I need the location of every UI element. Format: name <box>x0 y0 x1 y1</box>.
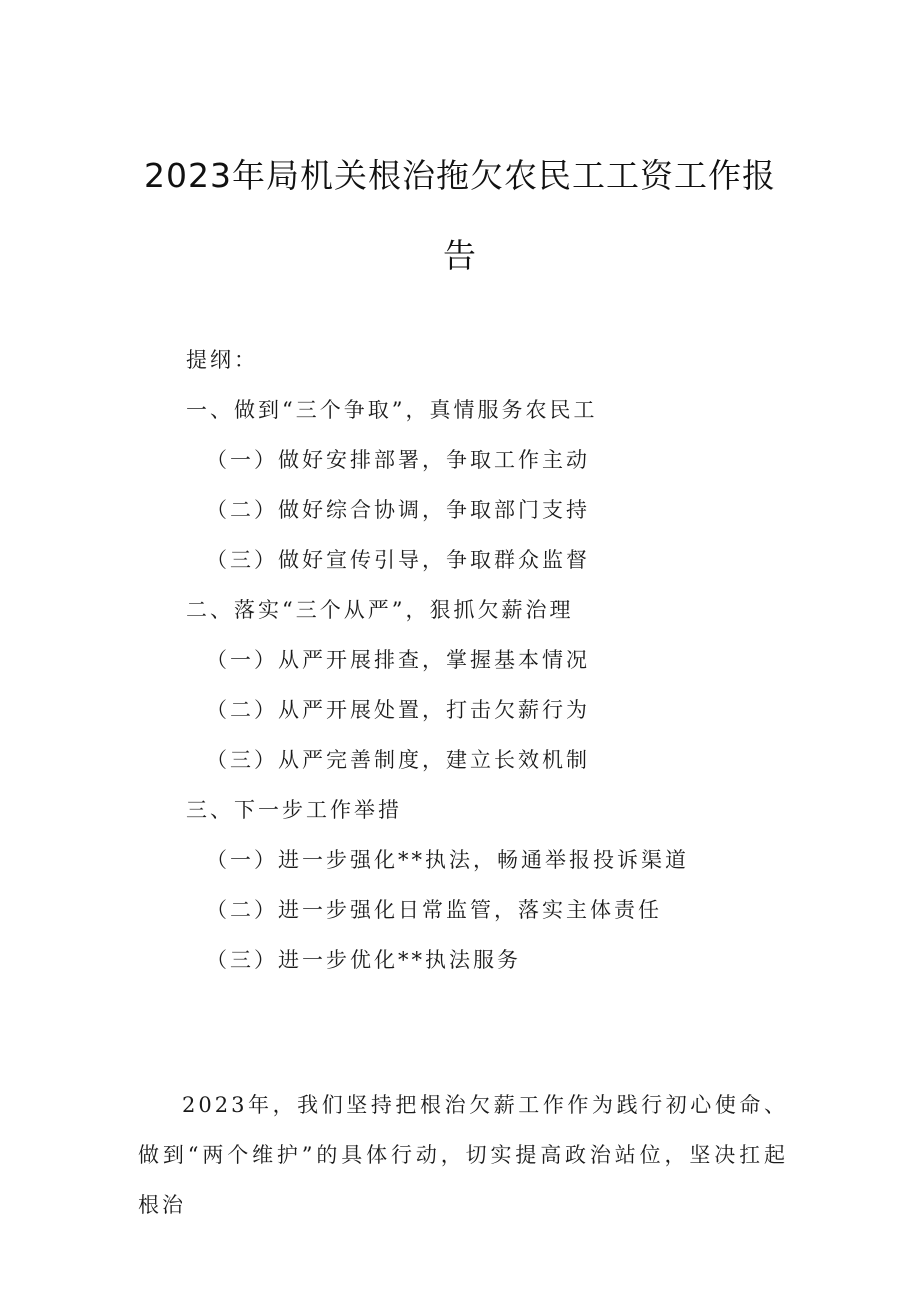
outline-item: （三）做好宣传引导，争取群众监督 <box>206 548 590 572</box>
outline-item: 二、落实“三个从严”，狠抓欠薪治理 <box>186 598 574 622</box>
outline-item: （二）进一步强化日常监管，落实主体责任 <box>206 898 662 922</box>
outline-item: 三、下一步工作举措 <box>186 798 402 822</box>
body-paragraph: 2023年，我们坚持把根治欠薪工作作为践行初心使命、做到“两个维护”的具体行动，切实提高政治站位，坚决扛起根治 <box>138 1093 788 1217</box>
outline-label: 提纲： <box>186 348 258 372</box>
outline-item: （一）从严开展排查，掌握基本情况 <box>206 648 590 672</box>
document-title-line2: 告 <box>443 236 477 275</box>
outline-item: 一、做到“三个争取”，真情服务农民工 <box>186 398 598 422</box>
outline-item: （二）做好综合协调，争取部门支持 <box>206 498 590 522</box>
outline-item: （三）进一步优化**执法服务 <box>206 948 521 972</box>
outline-item: （二）从严开展处置，打击欠薪行为 <box>206 698 590 722</box>
outline-item: （一）进一步强化**执法，畅通举报投诉渠道 <box>206 848 689 872</box>
outline-item: （一）做好安排部署，争取工作主动 <box>206 448 590 472</box>
document-title-line1: 2023年局机关根治拖欠农民工工资工作报 <box>144 156 776 195</box>
outline-item: （三）从严完善制度，建立长效机制 <box>206 748 590 772</box>
